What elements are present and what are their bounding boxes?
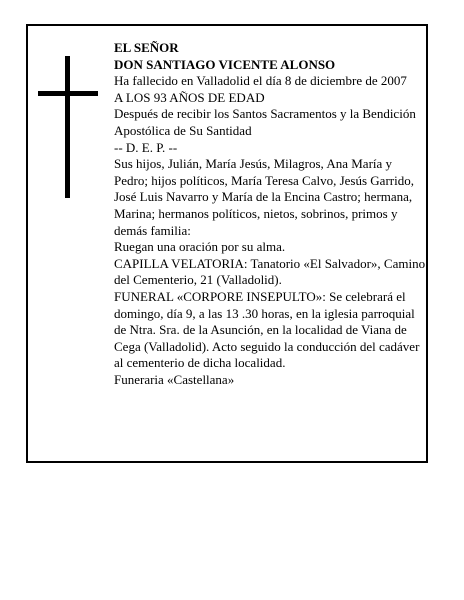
cross-vertical-bar — [65, 56, 70, 198]
sacraments-statement: Después de recibir los Santos Sacramentos y la Bendición Apostólica de Su Santidad — [114, 106, 416, 138]
latin-cross-icon — [38, 56, 98, 198]
family-list: Sus hijos, Julián, María Jesús, Milagros, Ana María y Pedro; hijos políticos, María Teresa Calvo, Jesús Garrido, José Luis Navarro y María de la Encina Castro; hermana, Marina; hermanos políticos, nietos, sobrinos, primos y demás familia: — [114, 156, 414, 238]
cross-horizontal-bar — [38, 91, 98, 96]
chapel-info: CAPILLA VELATORIA: Tanatorio «El Salvador», Camino del Cementerio, 21 (Valladolid). — [114, 255, 426, 288]
notice-body — [114, 40, 426, 388]
deceased-name: DON SANTIAGO VICENTE ALONSO — [114, 56, 336, 72]
age-statement: A LOS 93 AÑOS DE EDAD — [114, 89, 265, 105]
rip-line: -- D. E. P. -- — [114, 139, 178, 155]
funeral-home: Funeraria «Castellana» — [114, 371, 235, 387]
prayer-request: Ruegan una oración por su alma. — [114, 239, 286, 255]
notice-title: EL SEÑOR — [114, 40, 179, 55]
death-statement: Ha fallecido en Valladolid el día 8 de diciembre de 2007 — [114, 73, 407, 89]
funeral-info: FUNERAL «CORPORE INSEPULTO»: Se celebrará el domingo, día 9, a las 13 .30 horas, en la iglesia parroquial de Ntra. Sra. de la Asunción, en la localidad de Viana de Cega (Valladolid). Acto seguido la conducción del cadáver al cementerio de dicha localidad. — [114, 288, 420, 371]
obituary-notice — [26, 24, 428, 463]
